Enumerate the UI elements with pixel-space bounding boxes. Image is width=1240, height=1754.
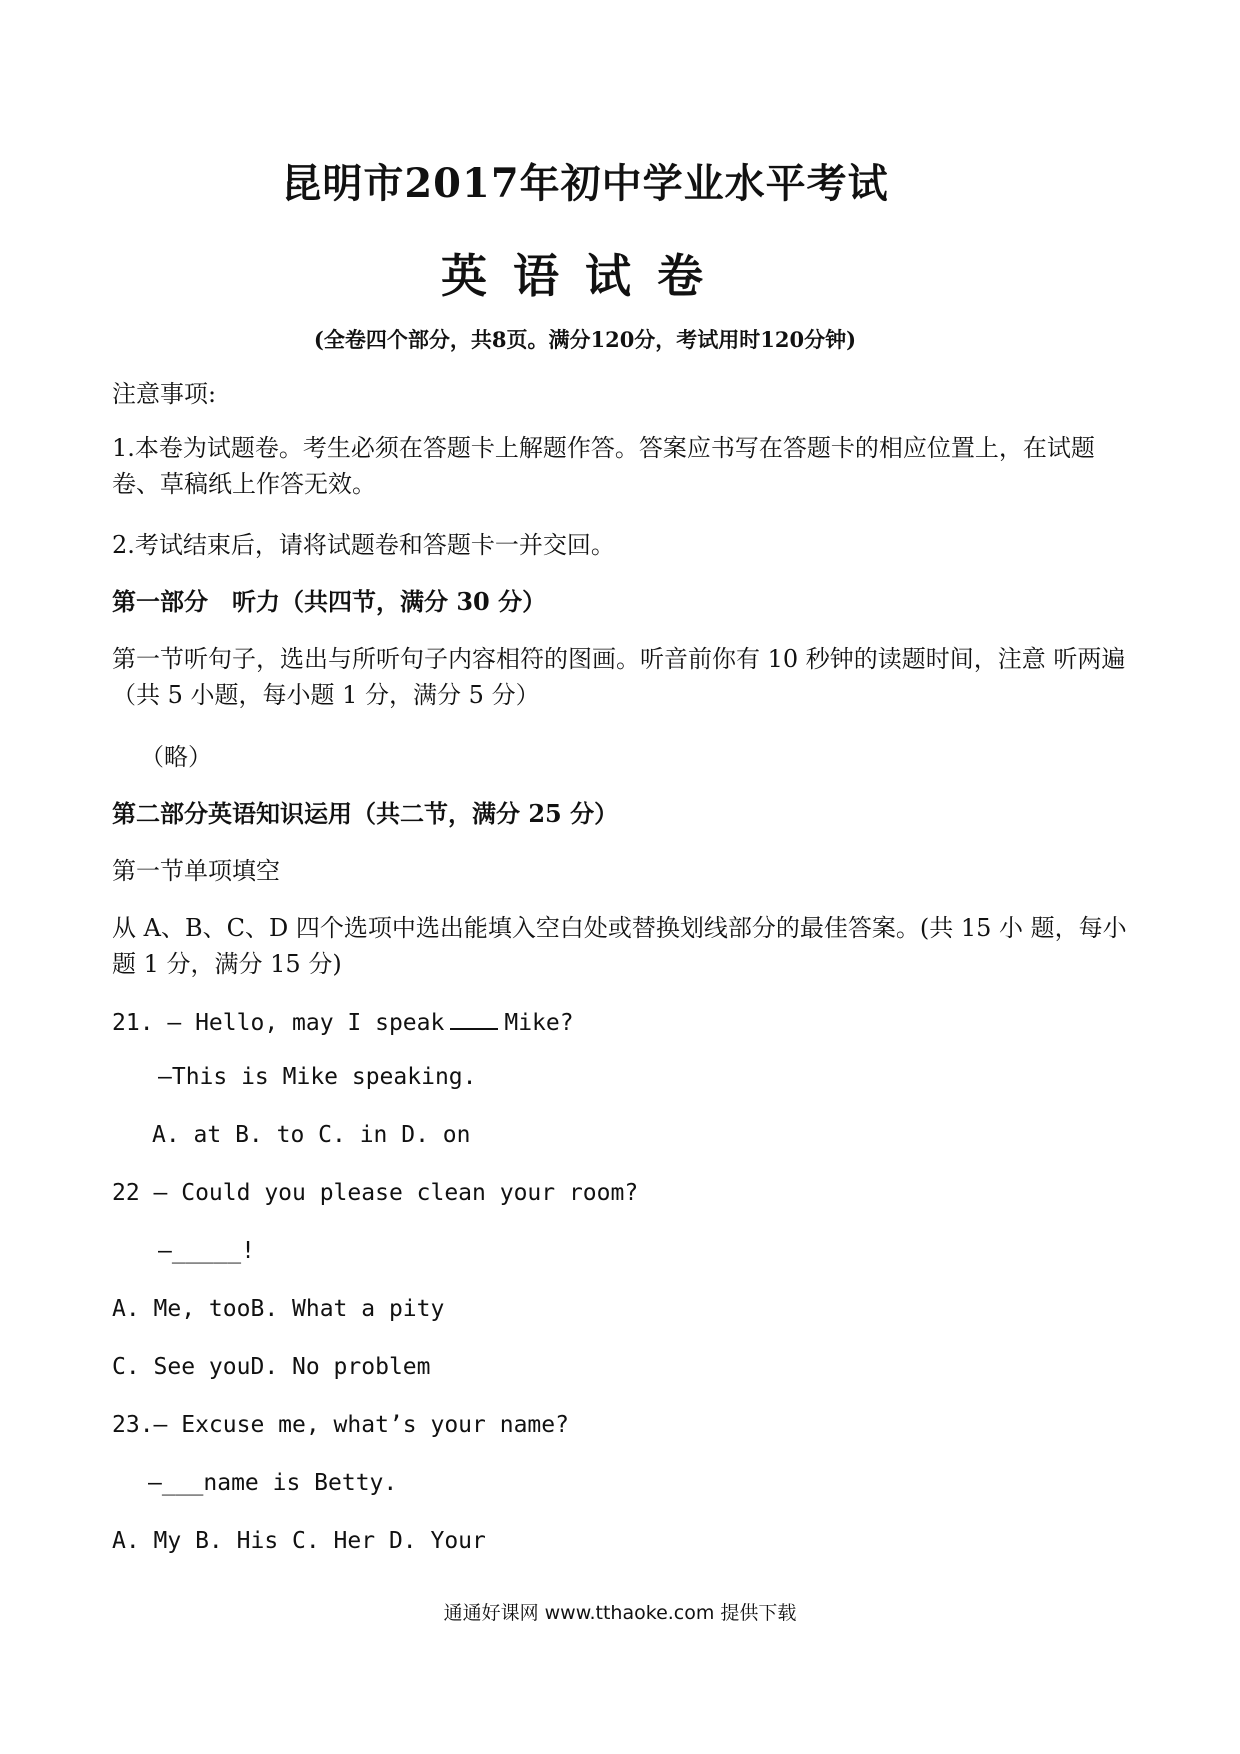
question-22-prompt: 22 — Could you please clean your room? [112, 1180, 639, 1206]
part2-section-title: 第一节单项填空 [112, 857, 280, 885]
question-23-prompt: 23.— Excuse me, what’s your name? [112, 1412, 569, 1438]
notice-heading: 注意事项: [112, 380, 217, 408]
question-22-options-1: A. Me, tooB. What a pity [112, 1296, 445, 1322]
part2-heading: 第二部分英语知识运用（共二节，满分 25 分） [112, 799, 619, 828]
answer-blank [450, 1006, 498, 1030]
exam-title: 昆明市2017年初中学业水平考试 [281, 160, 889, 207]
part1-section-desc: 第一节听句子，选出与所听句子内容相符的图画。听音前你有 10 秒钟的读题时间，注意 听两遍（共 5 小题，每小题 1 分，满分 5 分） [112, 645, 1126, 709]
question-21-text-a: 21. — Hello, may I speak [112, 1010, 445, 1036]
notice-item-1: 1.本卷为试题卷。考生必须在答题卡上解题作答。答案应书写在答题卡的相应位置上，在试题卷、草稿纸上作答无效。 [112, 434, 1095, 498]
exam-info: (全卷四个部分，共8页。满分120分，考试用时120分钟) [313, 327, 857, 352]
page-footer: 通通好课网 www.tthaoke.com 提供下载 [443, 1602, 797, 1624]
question-21-text-b: Mike? [504, 1010, 574, 1036]
question-23-options: A. My B. His C. Her D. Your [112, 1528, 486, 1554]
question-21-reply: —This is Mike speaking. [158, 1064, 477, 1090]
question-21-prompt [112, 1006, 574, 1036]
question-22-options-2: C. See youD. No problem [112, 1354, 431, 1380]
question-23-reply: —___name is Betty. [148, 1470, 398, 1496]
part1-heading: 第一部分 听力（共四节，满分 30 分） [112, 587, 547, 616]
notice-item-2: 2.考试结束后，请将试题卷和答题卡一并交回。 [112, 531, 615, 559]
part2-instructions: 从 A、B、C、D 四个选项中选出能填入空白处或替换划线部分的最佳答案。(共 15 小 题，每小题 1 分，满分 15 分) [112, 914, 1127, 978]
question-22-reply: —_____! [158, 1238, 255, 1264]
question-21-options: A. at B. to C. in D. on [152, 1122, 471, 1148]
part1-omitted: （略） [140, 743, 212, 771]
exam-subject: 英语试卷 [441, 249, 729, 303]
